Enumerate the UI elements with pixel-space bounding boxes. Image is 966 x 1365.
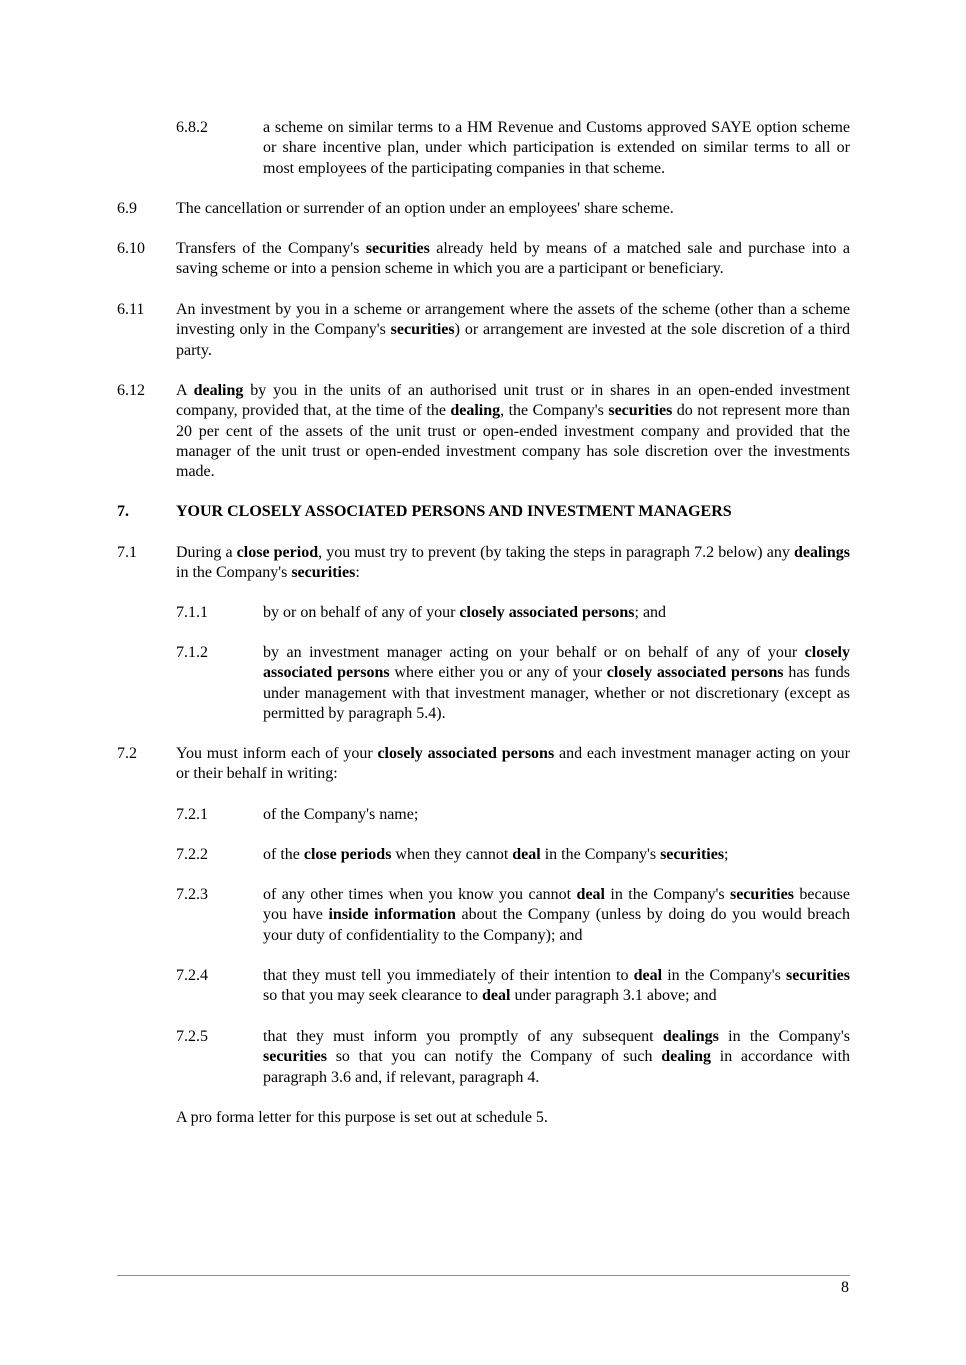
- defined-term: deal: [482, 987, 511, 1005]
- paragraph-number: 7.2.2: [176, 846, 208, 863]
- defined-term: closely associated persons: [459, 604, 635, 621]
- paragraph-6-8-2: [176, 118, 850, 179]
- section-heading-7: [117, 502, 850, 522]
- paragraph-number: 7.2.1: [176, 806, 208, 823]
- defined-term: dealings: [662, 1028, 719, 1045]
- paragraph-6-10: [117, 239, 850, 280]
- paragraph-number: 6.11: [117, 301, 145, 318]
- paragraph-number: 6.10: [117, 240, 145, 257]
- paragraph-number: 6.12: [117, 382, 145, 399]
- defined-term: deal: [633, 967, 663, 984]
- text-run: so that you may seek clearance to: [263, 987, 483, 1005]
- text-run: in the Company's: [605, 886, 730, 903]
- text-run: Transfers of the Company's: [176, 240, 366, 257]
- defined-term: dealing: [193, 382, 244, 399]
- paragraph-7-2-5: [176, 1027, 850, 1088]
- paragraph-number: 7.1.1: [176, 604, 208, 621]
- paragraph-text: [263, 643, 850, 724]
- defined-term: securities: [729, 886, 794, 903]
- defined-term: securities: [786, 967, 850, 984]
- text-run: ;: [724, 846, 729, 863]
- paragraph-number: 6.8.2: [176, 119, 208, 136]
- paragraph-text: [263, 885, 850, 946]
- text-run: by you in the units of an authorised unit trust or in shares in an open-ended investment company, provided that, at the time of the: [176, 382, 851, 420]
- text-run: A pro forma letter for this purpose is set out at schedule 5.: [176, 1109, 548, 1126]
- pro-forma-note: [176, 1108, 850, 1128]
- paragraph-text: [176, 300, 850, 361]
- paragraph-number: 7.2.3: [176, 886, 208, 903]
- paragraph-6-9: [117, 199, 850, 219]
- paragraph-text: [176, 239, 850, 280]
- paragraph-number: 7.1.2: [176, 644, 208, 661]
- defined-term: securities: [291, 564, 356, 582]
- text-run: YOUR CLOSELY ASSOCIATED PERSONS AND INVESTMENT MANAGERS: [176, 503, 732, 520]
- text-run: of any other times when you know you cannot: [263, 886, 577, 903]
- text-run: where either you or any of your: [389, 664, 607, 682]
- text-run: already held by means of a matched sale and purchase into a saving scheme or into a pension scheme in which you are a participant or beneficiary.: [176, 240, 850, 278]
- page-number: 8: [841, 1279, 849, 1296]
- text-run: An investment by you in a scheme or arrangement where the assets of the scheme (other than a scheme investing only in the Company's: [176, 301, 850, 339]
- text-run: ) or arrangement are invested at the sole discretion of a third party.: [176, 321, 850, 359]
- paragraph-7-1-2: [176, 643, 850, 724]
- paragraph-text: [263, 805, 850, 825]
- text-run: so that you can notify the Company of such: [326, 1048, 662, 1066]
- text-run: by or on behalf of any of your: [263, 604, 460, 621]
- defined-term: inside information: [328, 906, 456, 924]
- paragraph-text: [263, 603, 850, 623]
- paragraph-text: [176, 1108, 850, 1128]
- defined-term: securities: [608, 402, 673, 420]
- paragraph-text: [263, 966, 850, 1007]
- paragraph-text: [263, 118, 850, 179]
- text-run: During a: [176, 544, 237, 561]
- defined-term: closely associated persons: [377, 745, 555, 762]
- text-run: in the Company's: [176, 564, 292, 582]
- paragraph-number: 7.2.5: [176, 1028, 208, 1045]
- text-run: , you must try to prevent (by taking the steps in paragraph 7.2 below) any: [318, 544, 794, 561]
- text-run: and each investment manager acting on your or their behalf in writing:: [176, 745, 850, 783]
- text-run: about the Company (unless by doing do you would breach your duty of confidentiality to the Company); and: [263, 906, 851, 944]
- text-run: The cancellation or surrender of an option under an employees' share scheme.: [176, 200, 674, 217]
- paragraph-number: 7.2: [117, 745, 137, 762]
- section-number: 7.: [117, 503, 129, 520]
- paragraph-7-1: [117, 543, 850, 584]
- footer-divider: [117, 1275, 850, 1276]
- defined-term: deal: [512, 846, 541, 863]
- paragraph-7-2: [117, 744, 850, 785]
- defined-term: closely associated persons: [263, 644, 850, 682]
- paragraph-7-2-2: [176, 845, 850, 865]
- paragraph-text: [176, 199, 850, 219]
- text-run: You must inform each of your: [176, 745, 378, 762]
- paragraph-7-1-1: [176, 603, 850, 623]
- text-run: in the Company's: [718, 1028, 850, 1045]
- text-run: in the Company's: [540, 846, 661, 863]
- paragraph-text: [176, 543, 850, 584]
- defined-term: closely associated persons: [606, 664, 784, 682]
- paragraph-text: [176, 381, 850, 482]
- text-run: a scheme on similar terms to a HM Revenue and Customs approved SAYE option scheme or share incentive plan, under which participation is extended on similar terms to all or most employees of the participating companies in that scheme.: [263, 119, 850, 177]
- text-run: when they cannot: [391, 846, 513, 863]
- paragraph-7-2-1: [176, 805, 850, 825]
- defined-term: securities: [390, 321, 455, 339]
- paragraph-text: [263, 1027, 850, 1088]
- text-run: of the Company's name;: [263, 806, 419, 823]
- paragraph-7-2-4: [176, 966, 850, 1007]
- paragraph-7-2-3: [176, 885, 850, 946]
- text-run: has funds under management with that investment manager, whether or not discretionary (except as permitted by paragraph 5.4).: [263, 664, 851, 722]
- text-run: because you have: [263, 886, 850, 924]
- text-run: , the Company's: [500, 402, 609, 420]
- text-run: that they must tell you immediately of their intention to: [263, 967, 634, 984]
- text-run: :: [355, 564, 360, 582]
- defined-term: dealings: [793, 544, 850, 561]
- text-run: in the Company's: [662, 967, 787, 984]
- defined-term: dealing: [450, 402, 501, 420]
- text-run: of the: [263, 846, 304, 863]
- text-run: A: [176, 382, 194, 399]
- text-run: do not represent more than 20 per cent of the assets of the unit trust or open-ended investment company and provided that the manager of the unit trust or open-ended investment company has sole discretion over the investments made.: [176, 402, 851, 481]
- defined-term: securities: [263, 1048, 327, 1066]
- paragraph-text: [176, 744, 850, 785]
- text-run: under paragraph 3.1 above; and: [510, 987, 717, 1005]
- text-run: that they must inform you promptly of any subsequent: [263, 1028, 663, 1045]
- paragraph-number: 7.2.4: [176, 967, 208, 984]
- text-run: by an investment manager acting on your behalf or on behalf of any of your: [263, 644, 805, 661]
- defined-term: close periods: [303, 846, 392, 863]
- defined-term: deal: [576, 886, 605, 903]
- paragraph-6-11: [117, 300, 850, 361]
- paragraph-number: 7.1: [117, 544, 137, 561]
- defined-term: securities: [660, 846, 725, 863]
- paragraph-text: [263, 845, 850, 865]
- text-run: in accordance with paragraph 3.6 and, if relevant, paragraph 4.: [263, 1048, 851, 1086]
- defined-term: dealing: [661, 1048, 712, 1066]
- section-title: [176, 502, 850, 522]
- paragraph-6-12: [117, 381, 850, 482]
- paragraph-number: 6.9: [117, 200, 137, 217]
- defined-term: securities: [365, 240, 430, 257]
- defined-term: close period: [236, 544, 319, 561]
- text-run: ; and: [634, 604, 667, 621]
